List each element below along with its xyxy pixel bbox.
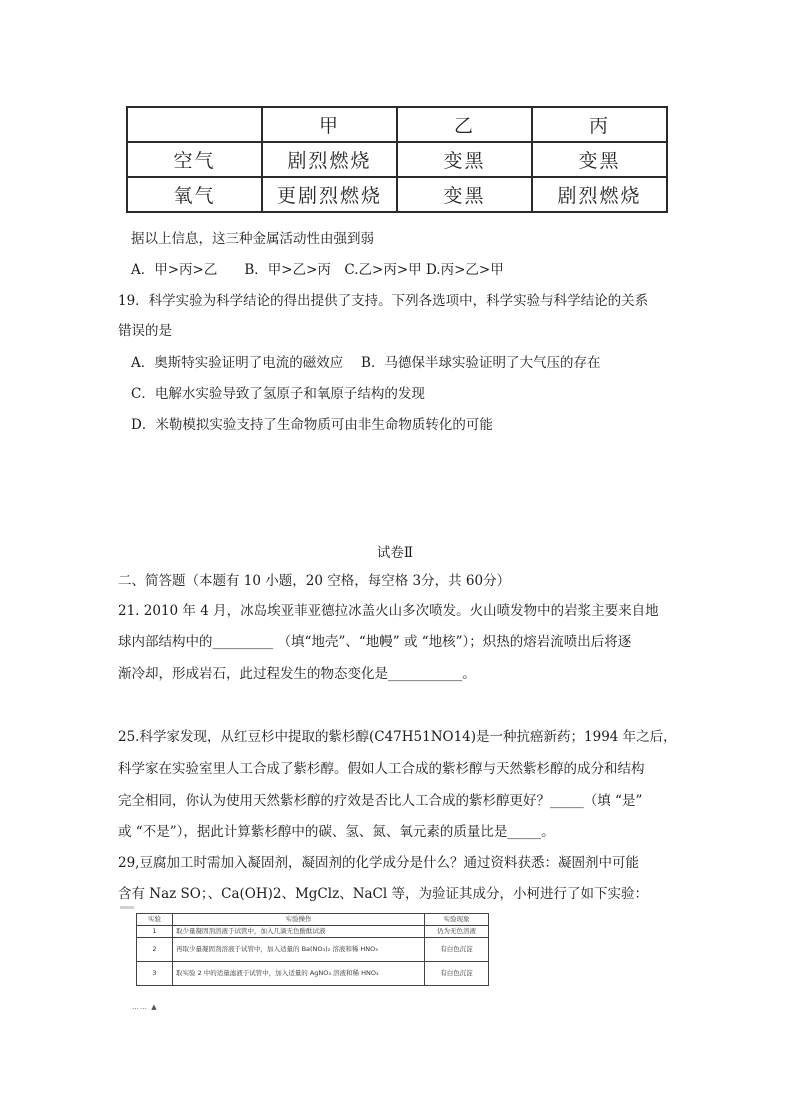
scan-artifact bbox=[120, 906, 134, 909]
metal-table-cell: 剧烈燃烧 bbox=[262, 142, 397, 177]
experiment-header-op: 实验操作 bbox=[173, 914, 425, 926]
experiment-obs: 有白色沉淀 bbox=[425, 962, 489, 986]
q29-line1: 29,豆腐加工时需加入凝固剂，凝固剂的化学成分是什么？通过资料获悉：凝圄剂中可能 bbox=[118, 855, 639, 871]
metal-table-cell: 空气 bbox=[127, 142, 262, 177]
experiment-obs: 有白色沉淀 bbox=[425, 938, 489, 962]
experiment-trailing-note: …… ▲ bbox=[132, 1003, 158, 1011]
metal-table-row bbox=[127, 142, 667, 177]
q29-line2: 含有 Naz SO；、Ca(OH)2、MgClz、NaCl 等，为验证其成分，小柯进行了如下实验： bbox=[118, 886, 648, 902]
metal-table-cell: 剧烈燃烧 bbox=[532, 177, 667, 212]
metal-table-cell: 变黑 bbox=[397, 142, 532, 177]
section-title: 试卷Ⅱ bbox=[376, 545, 414, 561]
experiment-row bbox=[137, 938, 489, 962]
experiment-row bbox=[137, 962, 489, 986]
experiment-num: 3 bbox=[137, 962, 173, 986]
experiment-num: 1 bbox=[137, 926, 173, 938]
metal-table-row bbox=[127, 177, 667, 212]
q25-line4: 或 “不是”），据此计算紫杉醇中的碳、氢、氮、氧元素的质量比是_____。 bbox=[118, 824, 555, 840]
experiment-op: 再取少量凝固剂溶液于试管中，加入适量的 Ba(NO₃)₂ 溶液和稀 HNO₃ bbox=[173, 938, 425, 962]
metal-table-corner bbox=[127, 107, 262, 142]
metal-table-cell: 变黑 bbox=[397, 177, 532, 212]
q25-line2: 科学家在实验室里人工合成了紫杉醇。假如人工合成的紫杉醇与天然紫杉醇的成分和结构 bbox=[118, 761, 645, 777]
experiment-op: 取少量凝固剂溶液于试管中，加入几滴无色酚酞试液 bbox=[173, 926, 425, 938]
q25-line1: 25.科学家发现，从红豆杉中提取的紫杉醇(C47H51NO14)是一种抗癌新药；1994 年之后， bbox=[118, 729, 677, 745]
q21-line3: 渐冷却，形成岩石，此过程发生的物态变化是___________。 bbox=[118, 666, 476, 682]
q19-option-d: D．米勒模拟实验支持了生命物质可由非生命物质转化的可能 bbox=[131, 417, 493, 433]
experiment-header-obs: 实验现象 bbox=[425, 914, 489, 926]
q19-stem-line1: 19．科学实验为科学结论的得出提供了支持。下列各选项中，科学实验与科学结论的关系 bbox=[118, 293, 649, 309]
experiment-row bbox=[137, 926, 489, 938]
metal-table-header-row bbox=[127, 107, 667, 142]
experiment-obs: 仍为无色溶液 bbox=[425, 926, 489, 938]
metal-table-header-yi: 乙 bbox=[397, 107, 532, 142]
metal-table-header-bing: 丙 bbox=[532, 107, 667, 142]
q25-line3: 完全相同，你认为使用天然紫杉醇的疗效是否比人工合成的紫杉醇更好？_____（填 “是” bbox=[118, 793, 643, 809]
experiment-op: 取实验 2 中的适量滤液于试管中，加入适量的 AgNO₃ 溶液和稀 HNO₃ bbox=[173, 962, 425, 986]
q19-option-ab: A．奥斯特实验证明了电流的磁效应 B．马德保半球实验证明了大气压的存在 bbox=[131, 355, 601, 371]
section-heading: 二、简答题（本题有 10 小题，20 空格，每空格 3分，共 60分） bbox=[118, 573, 511, 589]
q18-options: A．甲>丙>乙 B．甲>乙>丙 C.乙>丙>甲 D.丙>乙>甲 bbox=[131, 262, 504, 278]
q19-option-c: C．电解水实验导致了氢原子和氧原子结构的发现 bbox=[131, 386, 425, 402]
q21-line1: 21. 2010 年 4 月，冰岛埃亚菲亚德拉冰盖火山多次喷发。火山喷发物中的岩浆主要来自地 bbox=[118, 603, 659, 619]
q21-line2: 球内部结构中的_________ （填“地壳”、“地幔” 或 “地核”）；炽热的熔岩流喷出后将逐 bbox=[118, 634, 632, 650]
metal-table-cell: 变黑 bbox=[532, 142, 667, 177]
metal-reaction-table bbox=[126, 106, 668, 213]
q18-stem: 据以上信息，这三种金属活动性由强到弱 bbox=[131, 231, 374, 247]
metal-table-cell: 氧气 bbox=[127, 177, 262, 212]
metal-table-cell: 更剧烈燃烧 bbox=[262, 177, 397, 212]
metal-table-header-jia: 甲 bbox=[262, 107, 397, 142]
experiment-table-header bbox=[137, 914, 489, 926]
experiment-header-num: 实验 bbox=[137, 914, 173, 926]
experiment-table bbox=[136, 913, 489, 986]
experiment-num: 2 bbox=[137, 938, 173, 962]
q19-stem-line2: 错误的是 bbox=[118, 323, 172, 339]
